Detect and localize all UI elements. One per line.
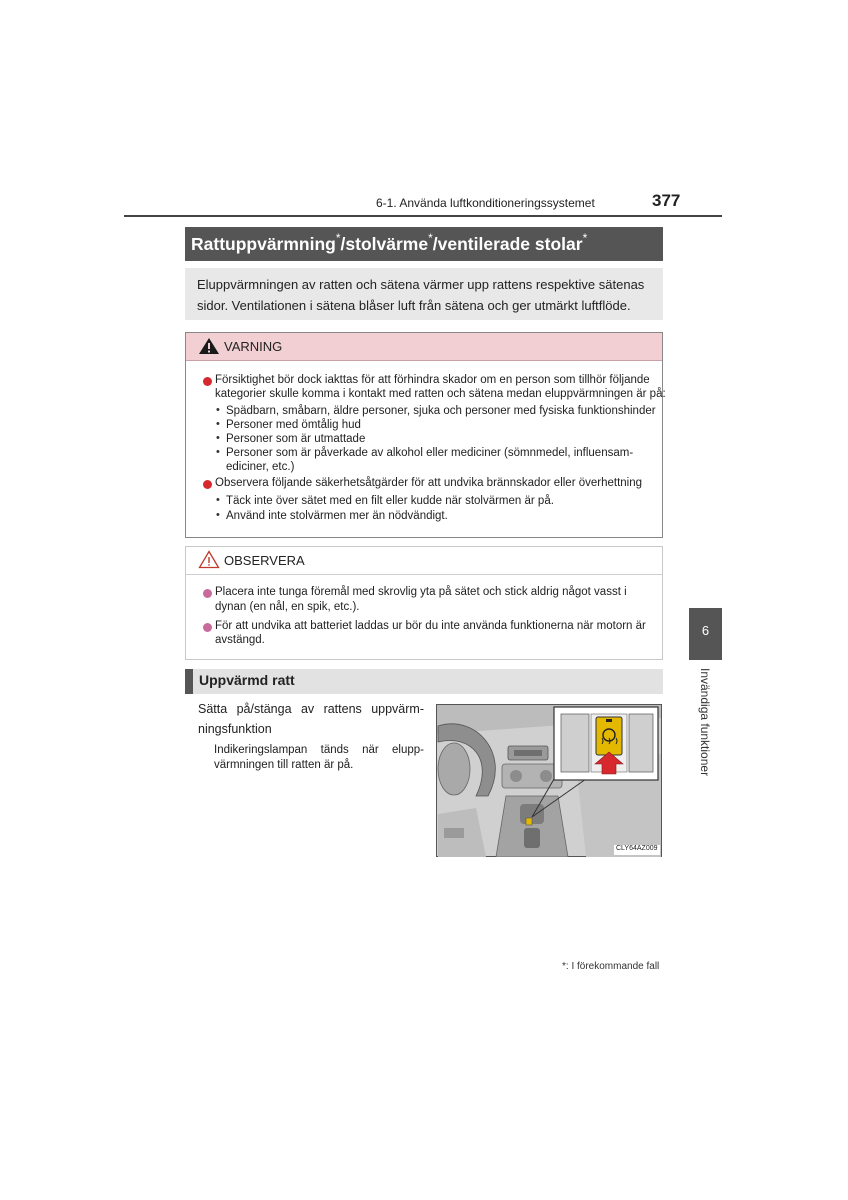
observera-item-2-line-2: avstängd. <box>215 634 265 646</box>
title-part-3: /ventilerade stolar <box>432 233 583 254</box>
observera-box <box>185 546 663 660</box>
sub-bullet: • <box>216 446 220 458</box>
page-number: 377 <box>652 191 681 210</box>
footnote: *: I förekommande fall <box>562 961 660 972</box>
illustration-code: CLY64AZ009 <box>616 845 658 852</box>
observera-item-1-line-2: dynan (en nål, en spik, etc.). <box>215 601 360 613</box>
warning-sub-4-line-1: Personer som är påverkade av alkohol eller mediciner (sömnmedel, influensam- <box>226 447 634 459</box>
section-heading: Uppvärmd ratt <box>185 669 663 694</box>
observera-item-1-line-1: Placera inte tunga föremål med skrovlig yta på sätet och stick aldrig något vasst i <box>215 586 627 598</box>
section-text-line-2: ningsfunktion <box>198 722 272 736</box>
warning-sub-2: Personer med ömtålig hud <box>226 419 361 431</box>
intro-box <box>185 268 663 320</box>
sub-bullet: • <box>216 494 220 506</box>
chapter-label: Invändiga funktioner <box>698 668 712 777</box>
running-header: 6-1. Använda luftkonditioneringssystemet <box>376 196 595 210</box>
intro-line-1: Eluppvärmningen av ratten och sätena värmer upp rattens respektive sätenas <box>197 277 645 292</box>
warning-sub-6: Använd inte stolvärmen mer än nödvändigt. <box>226 510 448 522</box>
warning-sub-5: Täck inte över sätet med en filt eller kudde när stolvärmen är på. <box>226 495 554 507</box>
observera-label: OBSERVERA <box>224 553 305 568</box>
sub-bullet: • <box>216 509 220 521</box>
section-note-line-1: Indikeringslampan tänds när elupp- <box>214 744 424 756</box>
warning-header <box>186 333 662 361</box>
sub-bullet: • <box>216 432 220 444</box>
observera-header <box>186 547 662 575</box>
heated-steering-wheel-illustration <box>436 704 662 857</box>
page-title <box>185 227 663 261</box>
title-part-1: Rattuppvärmning <box>191 233 336 254</box>
observera-bullet-dot <box>203 589 212 598</box>
warning-sub-3: Personer som är utmattade <box>226 433 366 445</box>
section-note-line-2: värmningen till ratten är på. <box>214 759 354 771</box>
asterisk-1: * <box>335 231 341 245</box>
warning-bullet-dot <box>203 377 212 386</box>
header-divider <box>124 215 722 217</box>
dashboard-drawing <box>436 704 662 857</box>
warning-item-1-line-2: kategorier skulle komma i kontakt med ratten och sätena medan eluppvärmningen är på: <box>215 388 666 400</box>
caution-triangle-icon <box>198 550 220 569</box>
warning-item-2: Observera följande säkerhetsåtgärder för att undvika brännskador eller överhettning <box>215 477 643 489</box>
observera-bullet-dot <box>203 623 212 632</box>
intro-line-2: sidor. Ventilationen i sätena blåser luft från sätena och ger utmärkt luftflöde. <box>197 298 631 313</box>
warning-sub-4-line-2: ediciner, etc.) <box>226 461 295 473</box>
sub-bullet: • <box>216 418 220 430</box>
warning-box <box>185 332 666 538</box>
section-text-line-1: Sätta på/stänga av rattens uppvärm- <box>198 702 424 716</box>
warning-label: VARNING <box>224 339 283 354</box>
asterisk-3: * <box>582 231 588 245</box>
sub-bullet: • <box>216 404 220 416</box>
warning-item-1-line-1: Försiktighet bör dock iakttas för att förhindra skador om en person som tillhör följande <box>215 374 650 386</box>
warning-sub-1: Spädbarn, småbarn, äldre personer, sjuka och personer med fysiska funktionshinder <box>226 405 656 417</box>
title-part-2: /stolvärme <box>340 233 429 254</box>
asterisk-2: * <box>428 231 433 245</box>
warning-triangle-icon <box>198 337 220 355</box>
chapter-tab: 6 <box>689 608 722 660</box>
observera-item-2-line-1: För att undvika att batteriet laddas ur bör du inte använda funktionerna när motorn är <box>215 620 646 632</box>
warning-bullet-dot <box>203 480 212 489</box>
